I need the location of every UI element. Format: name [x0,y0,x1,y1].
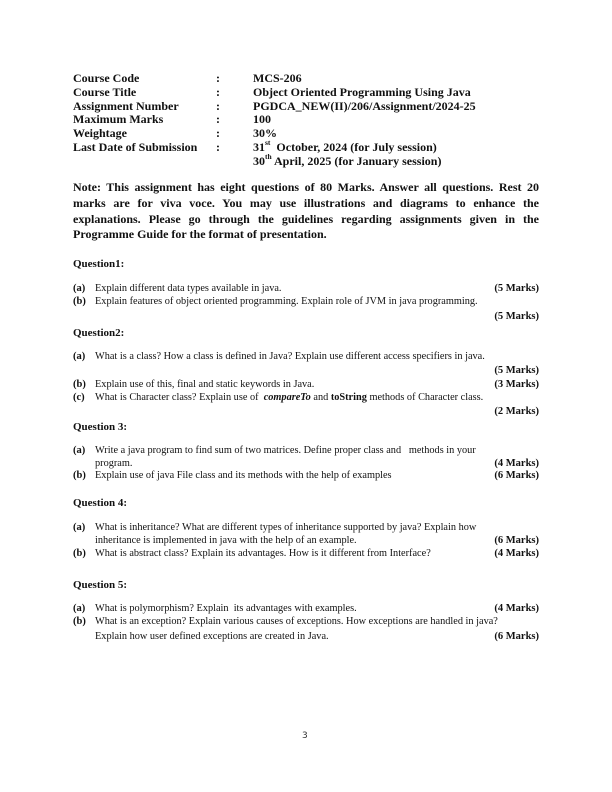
date-rest: October, 2024 (for July session) [270,139,437,154]
info-row-assignment-number [73,100,476,114]
item-label: (b) [73,616,86,627]
item-marks: (4 Marks) [494,458,539,469]
question-1-title: Question1: [73,258,125,270]
info-colon: : [216,84,220,99]
item-text: What is inheritance? What are different types of inheritance supported by java? Explain how [95,522,477,533]
info-colon: : [216,139,220,154]
info-value-date-january [253,151,442,169]
info-value: MCS-206 [253,71,302,85]
info-label: Maximum Marks [73,112,164,127]
item-text: Write a java program to find sum of two matrices. Define proper class and methods in your [95,445,476,456]
assignment-note: Note: This assignment has eight questions of 80 Marks. Answer all questions. Rest 20 marks are for viva voce. You may use illustrations and diagrams to enhance the explanations. Please go through the guidelines regarding assignments given in the Programme Guide for the format of presentation. [73,180,539,242]
text-post: methods of Character class. [366,392,484,403]
item-label: (b) [73,470,86,481]
page-number: 3 [302,731,308,741]
item-label: (c) [73,392,85,403]
item-label: (a) [73,522,86,533]
item-label: (a) [73,445,86,456]
item-text-cont: program. [95,458,133,469]
question-5-title: Question 5: [73,579,128,591]
date-suffix: th [265,151,272,161]
item-text: Explain different data types available in java. [95,283,282,294]
item-marks: (6 Marks) [494,535,539,546]
info-value: 30% [253,126,277,141]
item-label: (b) [73,548,86,559]
date-suffix: st [265,137,271,147]
item-text: Explain use of this, final and static keywords in Java. [95,379,315,390]
info-row-last-date-2 [73,151,476,169]
item-text [95,392,539,404]
info-label: Weightage [73,126,127,141]
info-colon: : [216,98,220,113]
info-colon: : [216,112,220,127]
item-text: What is a class? How a class is defined in Java? Explain use different access specifiers in java. [95,351,485,362]
date-rest: April, 2025 (for January session) [271,153,442,168]
item-text: What is an exception? Explain various causes of exceptions. How exceptions are handled in java? [95,616,498,627]
item-text-cont: inheritance is implemented in java with the help of an example. [95,535,357,546]
item-text: Explain use of java File class and its methods with the help of examples [95,470,392,481]
item-marks: (4 Marks) [494,603,539,614]
info-value: PGDCA_NEW(II)/206/Assignment/2024-25 [253,98,476,113]
info-label: Last Date of Submission [73,139,198,154]
item-marks: (5 Marks) [494,311,539,322]
info-colon: : [216,71,220,85]
item-marks: (6 Marks) [494,470,539,481]
text-mid: and [310,392,331,403]
item-label: (a) [73,283,86,294]
info-colon: : [216,126,220,141]
item-marks: (6 Marks) [494,631,539,642]
keyword-compareto: compareTo [263,392,311,403]
question-4-title: Question 4: [73,497,128,509]
info-label: Course Title [73,84,137,99]
date-day: 31 [253,139,265,154]
keyword-tostring: toString [330,392,367,403]
item-text-cont: Explain how user defined exceptions are created in Java. [95,631,329,642]
item-label: (b) [73,296,86,307]
info-value: 100 [253,112,271,127]
assignment-info [73,72,476,169]
info-label: Assignment Number [73,98,179,113]
date-day: 30 [253,153,265,168]
info-row-course-code [73,72,476,86]
info-row-course-title [73,86,476,100]
question-3-title: Question 3: [73,421,128,433]
info-row-maximum-marks [73,113,476,127]
info-value-date-july [253,137,437,155]
item-label: (a) [73,603,86,614]
item-text: What is abstract class? Explain its advantages. How is it different from Interface? [95,548,431,559]
info-value: Object Oriented Programming Using Java [253,84,471,99]
info-label: Course Code [73,71,140,85]
item-marks: (5 Marks) [494,365,539,376]
item-label: (a) [73,351,86,362]
item-marks: (2 Marks) [494,406,539,417]
item-label: (b) [73,379,86,390]
info-row-last-date [73,137,476,155]
item-text: Explain features of object oriented programming. Explain role of JVM in java programming. [95,296,478,307]
text-pre: What is Character class? Explain use of [95,392,264,403]
item-marks: (3 Marks) [494,379,539,390]
item-marks: (4 Marks) [494,548,539,559]
item-marks: (5 Marks) [494,283,539,294]
question-2-title: Question2: [73,327,125,339]
item-text: What is polymorphism? Explain its advantages with examples. [95,603,357,614]
info-row-weightage [73,127,476,141]
